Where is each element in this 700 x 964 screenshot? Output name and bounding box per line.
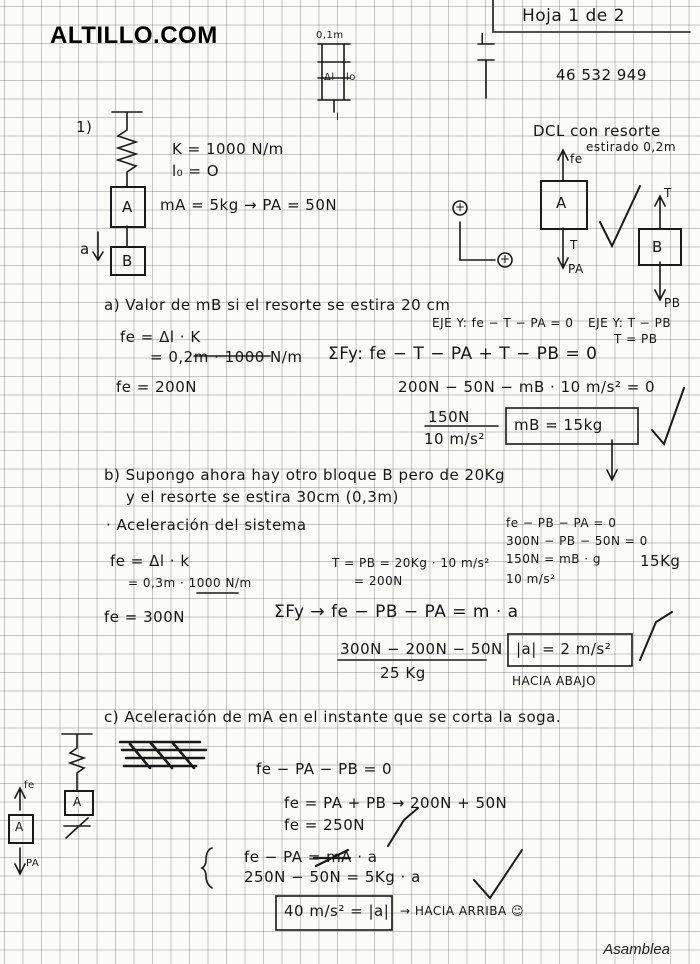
dcl-fe-label: fe: [570, 152, 583, 166]
part-c-side-pa: PA: [26, 858, 40, 869]
part-c-block-a: A: [64, 790, 94, 816]
checkmark-1: [600, 186, 640, 246]
sheet-number: Hoja 1 de 2: [522, 6, 625, 26]
brace: [202, 848, 212, 888]
scribble-marks: [120, 742, 206, 768]
checkmark-2: [652, 388, 684, 444]
part-b-title-2: y el resorte se estira 30cm (0,3m): [126, 488, 399, 506]
part-a-eje-a: EJE Y: fe − T − PA = 0: [432, 316, 574, 330]
part-b-r1: fe − PB − PA = 0: [506, 516, 617, 530]
dcl-pa-label: PA: [568, 262, 584, 276]
part-a-sum: ΣFy: fe − T − PA + T − PB = 0: [328, 344, 598, 364]
part-b-r4: 10 m/s²: [506, 572, 556, 586]
footer-credit: Asamblea: [603, 941, 670, 958]
accel-label: a: [80, 240, 90, 258]
part-b-r3: 150N = mB · g: [506, 552, 602, 566]
part-b-tp2: = 200N: [354, 574, 403, 588]
dcl-t-label-b: T: [664, 186, 672, 200]
top-sketch-dim: 0,1m: [316, 30, 344, 41]
part-b-subtitle: · Aceleración del sistema: [106, 516, 307, 534]
part-b-frac-num: 300N − 200N − 50N: [340, 640, 503, 658]
top-sketch-lo: lo: [346, 72, 356, 83]
dcl-t-label-a: T: [570, 238, 578, 252]
part-b-fe3: fe = 300N: [104, 608, 185, 626]
dcl-subtitle: estirado 0,2m: [586, 140, 677, 154]
part-a-frac-den: 10 m/s²: [424, 430, 485, 448]
block-a: [110, 186, 146, 228]
part-b-fe2: = 0,3m · 1000 N/m: [128, 576, 252, 590]
part-c-l5: 250N − 50N = 5Kg · a: [244, 868, 421, 886]
top-sketch-l: l: [336, 112, 340, 123]
part-a-eq2: 200N − 50N − mB · 10 m/s² = 0: [398, 378, 656, 396]
brand-logo: ALTILLO.COM: [50, 22, 218, 49]
part-c-l4: fe − PA = mA · a: [244, 848, 378, 866]
spring-constant: K = 1000 N/m: [172, 140, 284, 158]
part-a-eje-b1: EJE Y: T − PB: [588, 316, 672, 330]
spring-drawing: [112, 112, 142, 186]
block-b: [110, 246, 146, 276]
problem-number: 1): [76, 118, 93, 136]
dcl-block-a: A: [540, 180, 588, 230]
block-b-label: B: [122, 252, 133, 270]
axes-plus-y: +: [455, 200, 466, 214]
axes-plus-x: +: [500, 252, 511, 266]
part-b-result: |a| = 2 m/s²: [516, 640, 612, 658]
part-c-result: 40 m/s² = |a|: [284, 902, 390, 920]
checkmark-5: [474, 850, 522, 898]
part-b-r5: 15Kg: [640, 552, 681, 570]
part-c-direction: → HACIA ARRIBA ☺: [400, 904, 525, 918]
dcl-pb-label: PB: [664, 296, 681, 310]
dcl-title: DCL con resorte: [533, 122, 661, 140]
part-a-fe1: fe = Δl · K: [120, 328, 201, 346]
cut-rope: [64, 818, 90, 838]
part-b-frac-den: 25 Kg: [380, 664, 426, 682]
part-c-side-fe: fe: [24, 780, 35, 791]
part-c-title: c) Aceleración de mA en el instante que se corta la soga.: [104, 708, 562, 726]
part-c-l1: fe − PA − PB = 0: [256, 760, 393, 778]
dcl-pa-arrow: [558, 228, 568, 268]
checkmark-3: [640, 612, 672, 660]
part-a-result: mB = 15kg: [514, 416, 603, 434]
part-b-title-1: b) Supongo ahora hay otro bloque B pero de 20Kg: [104, 466, 505, 484]
part-a-fe2: = 0,2m · 1000 N/m: [150, 348, 303, 366]
class-mark: I: [480, 30, 485, 48]
checkmark-4: [388, 808, 418, 846]
part-b-r2: 300N − PB − 50N = 0: [506, 534, 648, 548]
dcl-t-arrow: [655, 196, 665, 228]
dcl-fe-arrow: [558, 150, 568, 180]
part-a-frac-num: 150N: [428, 408, 470, 426]
dcl-pb-arrow: [655, 262, 665, 300]
result-arrow: [607, 440, 617, 480]
part-c-side-block: A: [8, 814, 34, 844]
part-b-tp1: T = PB = 20Kg · 10 m/s²: [332, 556, 490, 570]
axes-lines: [460, 222, 495, 260]
part-a-eje-b2: T = PB: [614, 332, 658, 346]
part-a-fe3: fe = 200N: [116, 378, 197, 396]
dcl-block-b: B: [638, 228, 682, 266]
part-c-l3: fe = 250N: [284, 816, 365, 834]
part-b-sum: ΣFy → fe − PB − PA = m · a: [274, 602, 519, 622]
student-id: 46 532 949: [556, 66, 647, 84]
part-c-l2: fe = PA + PB → 200N + 50N: [284, 794, 508, 812]
class-mark-lines: [478, 44, 494, 98]
part-b-direction: HACIA ABAJO: [512, 674, 597, 688]
spring-c: [62, 734, 92, 790]
part-a-title: a) Valor de mB si el resorte se estira 20 cm: [104, 296, 451, 314]
mass-a: mA = 5kg → PA = 50N: [160, 196, 338, 214]
top-sketch-dl: Δl: [324, 72, 335, 83]
part-b-fe1: fe = Δl · k: [110, 552, 190, 570]
rest-length: l₀ = O: [172, 162, 220, 180]
accel-arrow: [93, 232, 103, 260]
block-a-label: A: [122, 198, 133, 216]
